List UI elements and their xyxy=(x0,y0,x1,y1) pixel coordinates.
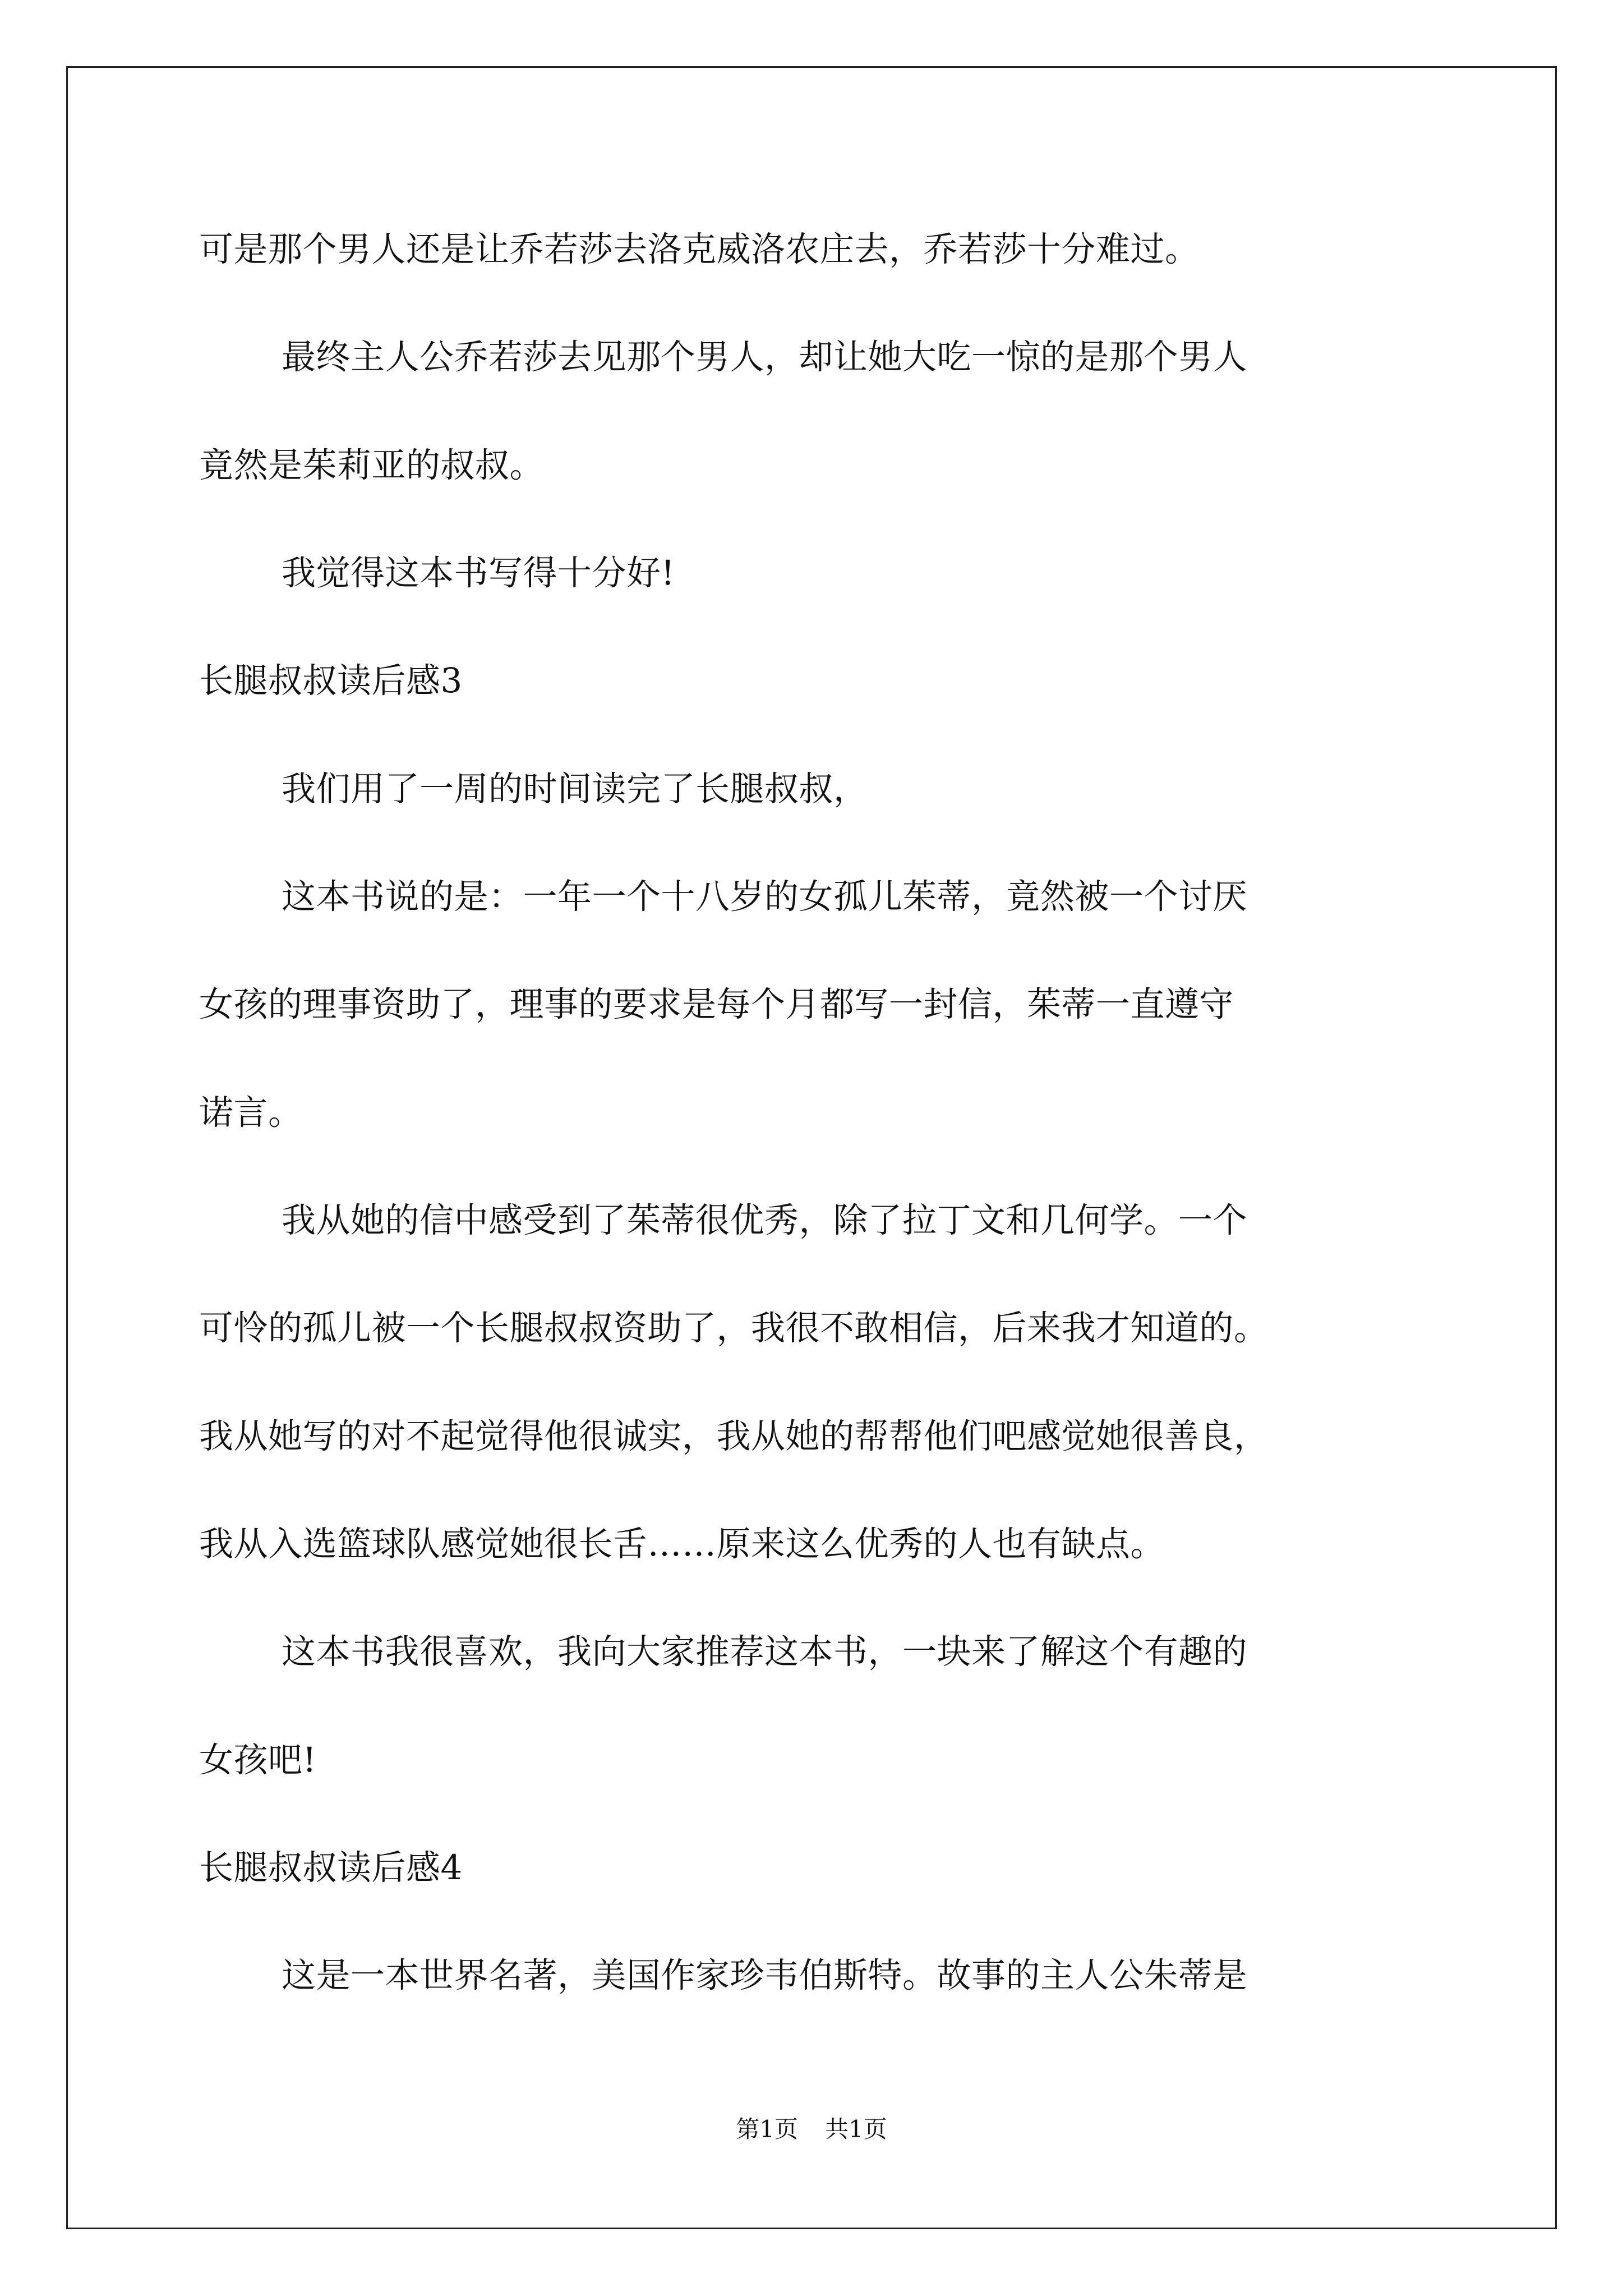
text-line-7: 这本书说的是：一年一个十八岁的女孤儿茱蒂，竟然被一个讨厌 xyxy=(282,877,1248,917)
text-line-2: 最终主人公乔若莎去见那个男人，却让她大吃一惊的是那个男人 xyxy=(282,337,1248,377)
text-line-6: 我们用了一周的时间读完了长腿叔叔， xyxy=(282,769,868,809)
page-number-current: 第1页 xyxy=(736,2115,798,2143)
text-line-15: 女孩吧! xyxy=(199,1740,317,1780)
page-footer xyxy=(0,2114,1623,2145)
text-line-10: 我从她的信中感受到了茱蒂很优秀，除了拉丁文和几何学。一个 xyxy=(282,1200,1248,1240)
text-line-1: 可是那个男人还是让乔若莎去洛克威洛农庄去，乔若莎十分难过。 xyxy=(199,229,1200,269)
text-line-14: 这本书我很喜欢，我向大家推荐这本书，一块来了解这个有趣的 xyxy=(282,1632,1248,1672)
page-number-total: 共1页 xyxy=(825,2115,887,2143)
text-line-9: 诺言。 xyxy=(199,1093,303,1133)
text-line-3: 竟然是茱莉亚的叔叔。 xyxy=(199,445,545,485)
page-border xyxy=(66,66,1557,2229)
section-heading-4: 长腿叔叔读后感4 xyxy=(199,1848,463,1888)
section-heading-3: 长腿叔叔读后感3 xyxy=(199,661,463,701)
text-line-13: 我从入选篮球队感觉她很长舌……原来这么优秀的人也有缺点。 xyxy=(199,1524,1165,1564)
text-line-8: 女孩的理事资助了，理事的要求是每个月都写一封信，茱蒂一直遵守 xyxy=(199,984,1234,1024)
text-line-4: 我觉得这本书写得十分好! xyxy=(282,553,675,593)
text-line-11: 可怜的孤儿被一个长腿叔叔资助了，我很不敢相信，后来我才知道的。 xyxy=(199,1308,1269,1348)
text-line-12: 我从她写的对不起觉得他很诚实，我从她的帮帮他们吧感觉她很善良， xyxy=(199,1416,1269,1456)
text-line-17: 这是一本世界名著，美国作家珍韦伯斯特。故事的主人公朱蒂是 xyxy=(282,1955,1248,1995)
